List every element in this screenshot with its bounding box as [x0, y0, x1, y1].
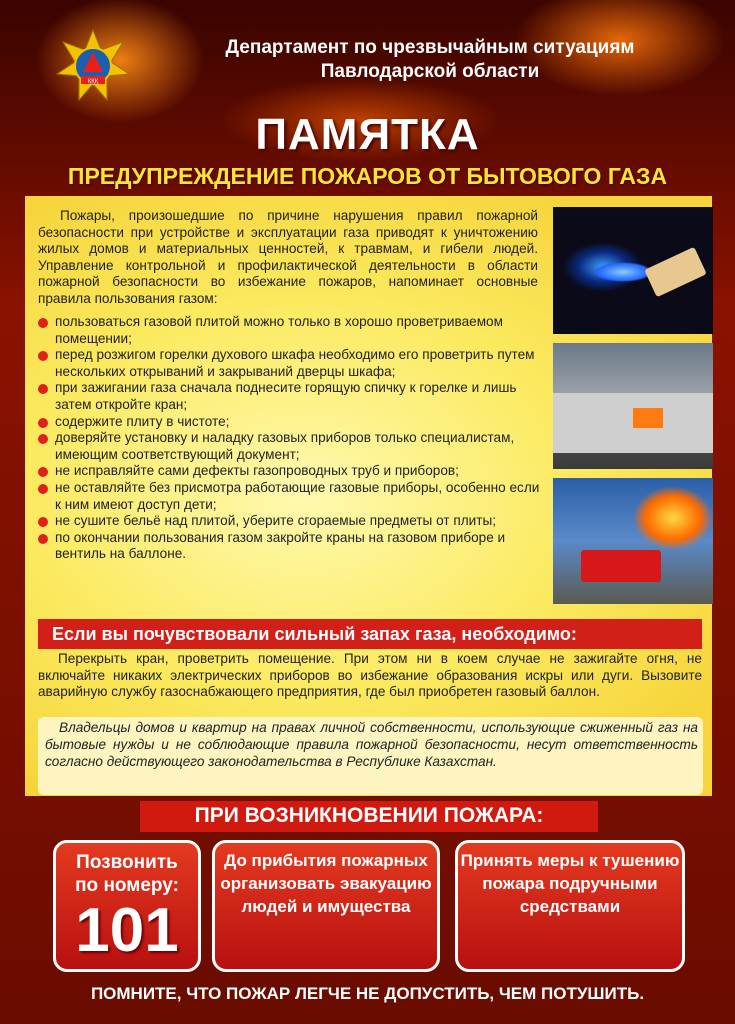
- gas-flame-icon: [593, 262, 653, 282]
- window-fire-icon: [633, 408, 663, 428]
- bullet-icon: [38, 418, 48, 428]
- bullet-icon: [38, 351, 48, 361]
- bullet-icon: [38, 534, 48, 544]
- call-card-text: Позвонить по номеру:: [75, 852, 179, 896]
- department-line2: Павлодарской области: [320, 61, 540, 82]
- list-item: содержите плиту в чистоте;: [38, 414, 543, 431]
- gas-smell-heading: Если вы почувствовали сильный запах газа, необходимо:: [52, 624, 577, 644]
- bullet-icon: [38, 434, 48, 444]
- intro-paragraph: Пожары, произошедшие по причине нарушения правил пожарной безопасности при устройстве и эксплуатации газа приводят к уничтожению жилых домов и материальных ценностей, к травмам, и гибели людей. Управление контрольной и профилактической деятельности в области пожарной безопасности во избежание пожаров, напоминает основные правила пользования газом:: [38, 208, 538, 306]
- list-item: по окончании пользования газом закройте краны на газовом приборе и вентиль на баллоне.: [38, 530, 543, 563]
- call-card: [53, 840, 201, 972]
- page-title: ПАМЯТКА: [255, 110, 480, 159]
- bullet-icon: [38, 384, 48, 394]
- list-item: пользоваться газовой плитой можно только в хорошо проветриваемом помещении;: [38, 314, 543, 347]
- gas-smell-advice: Перекрыть кран, проветрить помещение. При этом ни в коем случае не зажигайте огня, не включайте никаких электрических приборов во избежание образования искры или дуги. Вызовите аварийную службу газоснабжающего предприятия, где был приобретен газовый баллон.: [38, 651, 702, 700]
- list-item: перед розжигом горелки духового шкафа необходимо его проветрить путем нескольких открываний и закрываний дверцы шкафа;: [38, 347, 543, 380]
- evacuation-card-text: До прибытия пожарных организовать эвакуацию людей и имущества: [220, 851, 432, 916]
- list-item: не исправляйте сами дефекты газопроводных труб и приборов;: [38, 463, 543, 480]
- burning-building-photo: [553, 343, 713, 469]
- matchbox-icon: [644, 247, 707, 297]
- emergency-number: 101: [75, 896, 179, 965]
- gas-burner-photo: [553, 207, 713, 334]
- rules-list: [38, 314, 543, 563]
- bullet-icon: [38, 484, 48, 494]
- fire-heading: ПРИ ВОЗНИКНОВЕНИИ ПОЖАРА:: [194, 804, 544, 827]
- list-item: не сушите бельё над плитой, уберите сгораемые предметы от плиты;: [38, 513, 543, 530]
- liability-note: Владельцы домов и квартир на правах личной собственности, использующие сжиженный газ на бытовые нужды и не соблюдающие правила пожарной безопасности, несут ответственность согласно действующего законодательства в Республике Казахстан.: [45, 720, 698, 769]
- emergency-emblem-icon: [55, 28, 131, 104]
- gas-tank-fire-photo: [553, 478, 713, 604]
- department-name: [150, 36, 710, 84]
- bullet-icon: [38, 467, 48, 477]
- page-subtitle: ПРЕДУПРЕЖДЕНИЕ ПОЖАРОВ ОТ БЫТОВОГО ГАЗА: [67, 163, 668, 189]
- extinguish-card-text: Принять меры к тушению пожара подручными средствами: [460, 851, 680, 916]
- footer-slogan: ПОМНИТЕ, ЧТО ПОЖАР ЛЕГЧЕ НЕ ДОПУСТИТЬ, ЧЕМ ПОТУШИТЬ.: [90, 984, 645, 1003]
- fire-truck-icon: [581, 550, 661, 582]
- list-item: не оставляйте без присмотра работающие газовые приборы, особенно если к ним имеют доступ дети;: [38, 480, 543, 513]
- extinguish-card: [455, 840, 685, 972]
- list-item: при зажигании газа сначала поднесите горящую спичку к горелке и лишь затем откройте кран;: [38, 380, 543, 413]
- bullet-icon: [38, 318, 48, 328]
- emblem-label: ҚҚҚ: [87, 79, 99, 85]
- department-line1: Департамент по чрезвычайным ситуациям: [225, 37, 635, 58]
- evacuation-card: [212, 840, 440, 972]
- bullet-icon: [38, 517, 48, 527]
- list-item: доверяйте установку и наладку газовых приборов только специалистам, имеющим соответствующий документ;: [38, 430, 543, 463]
